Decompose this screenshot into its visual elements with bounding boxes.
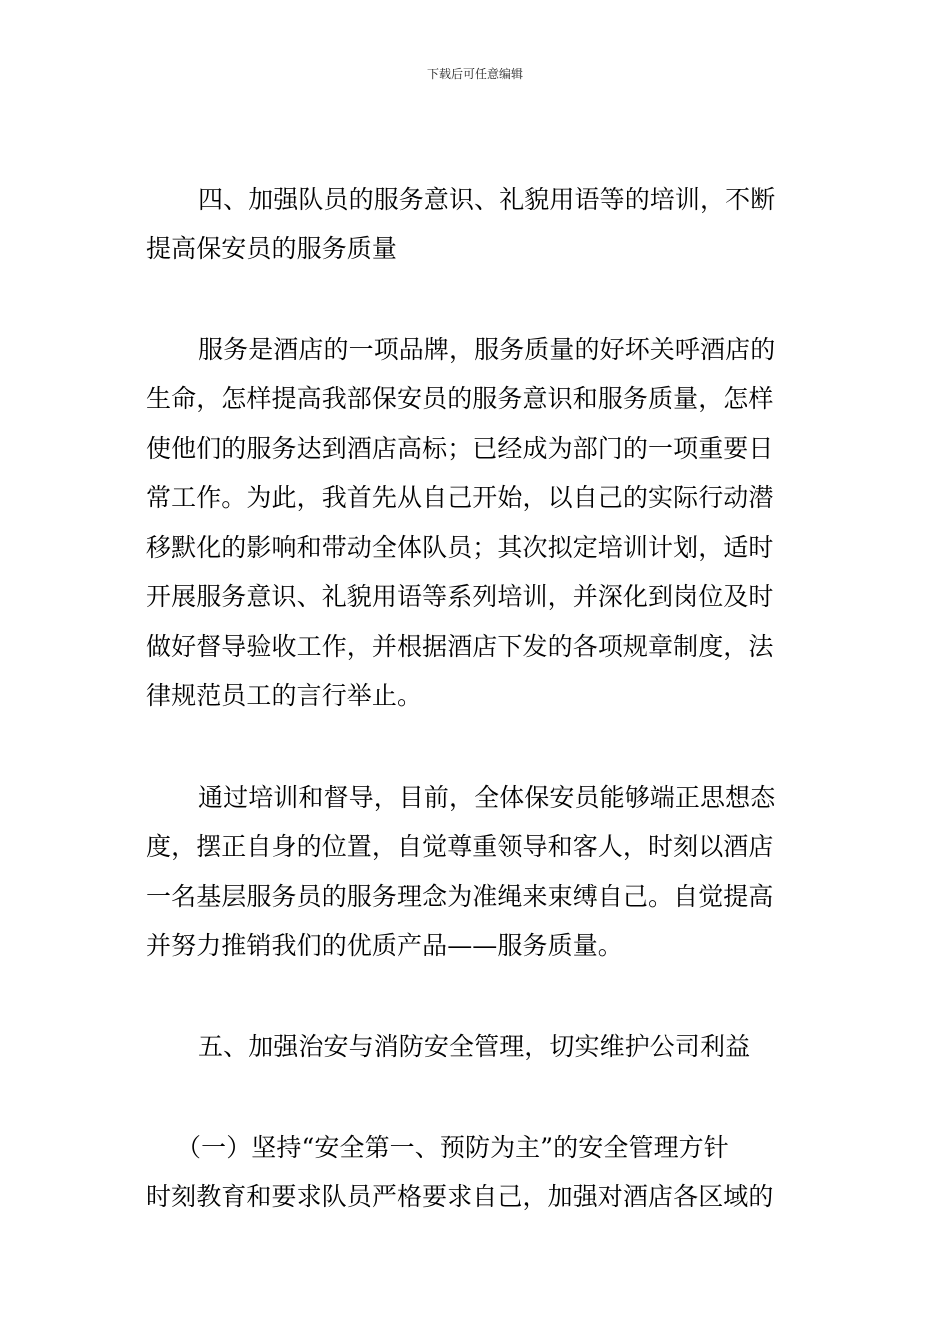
paragraph-1-line-1: 服务是酒店的一项品牌，服务质量的好坏关呼酒店的 <box>198 335 776 364</box>
section-4-heading-line-1: 四、加强队员的服务意识、礼貌用语等的培训，不断 <box>198 185 776 214</box>
paragraph-1-line-5: 移默化的影响和带动全体队员；其次拟定培训计划，适时 <box>146 533 774 562</box>
section-5-heading-line-1: 五、加强治安与消防安全管理，切实维护公司利益 <box>198 1032 751 1061</box>
header-note: 下载后可任意编辑 <box>426 67 523 81</box>
paragraph-1-line-2: 生命，怎样提高我部保安员的服务意识和服务质量，怎样 <box>146 384 774 413</box>
paragraph-2-line-4: 并努力推销我们的优质产品——服务质量。 <box>146 931 623 960</box>
paragraph-1-line-7: 做好督导验收工作，并根据酒店下发的各项规章制度，法 <box>146 632 774 661</box>
paragraph-1-line-8: 律规范员工的言行举止。 <box>146 681 423 710</box>
section-4-heading-line-2: 提高保安员的服务质量 <box>146 234 398 263</box>
paragraph-1-line-3: 使他们的服务达到酒店高标；已经成为部门的一项重要日 <box>146 434 774 463</box>
paragraph-2-line-3: 一名基层服务员的服务理念为准绳来束缚自己。自觉提高 <box>146 882 774 911</box>
paragraph-3-line-1: （一）坚持“安全第一、预防为主”的安全管理方针 <box>176 1133 729 1162</box>
paragraph-1-line-4: 常工作。为此，我首先从自己开始，以自己的实际行动潜 <box>146 483 774 512</box>
paragraph-2-line-2: 度，摆正自身的位置，自觉尊重领导和客人，时刻以酒店 <box>146 832 774 861</box>
paragraph-3-line-2: 时刻教育和要求队员严格要求自己，加强对酒店各区域的 <box>146 1182 774 1211</box>
paragraph-2-line-1: 通过培训和督导，目前，全体保安员能够端正思想态 <box>198 783 776 812</box>
paragraph-1-line-6: 开展服务意识、礼貌用语等系列培训，并深化到岗位及时 <box>146 582 774 611</box>
